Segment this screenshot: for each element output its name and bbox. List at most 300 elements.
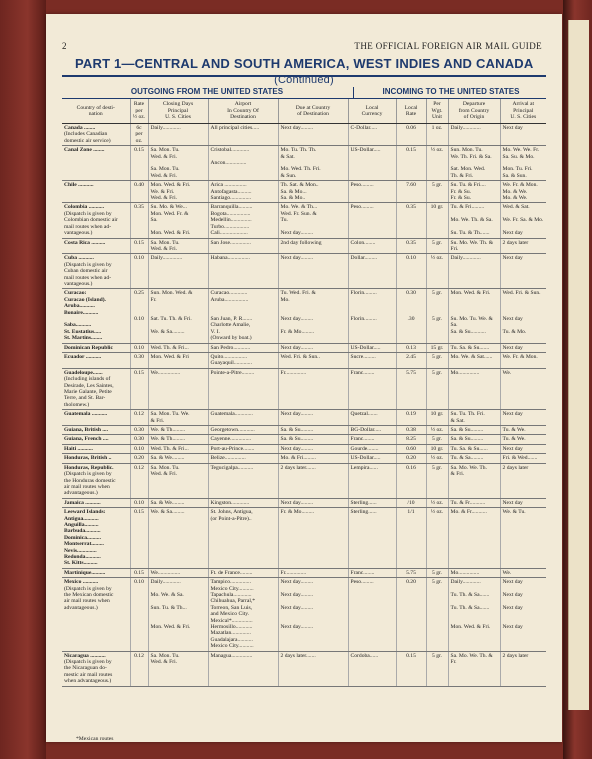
cell-value: Sa. & Su.........	[450, 436, 484, 443]
section-header-bar	[62, 87, 546, 98]
cell-currency	[348, 203, 396, 238]
cell-value: All principal cities.....	[210, 125, 260, 131]
cell-value: Tu. Wed. Fri. & Mo. Next day......... Fr. & Mo.........	[280, 290, 316, 335]
cell-value: Th. Sat. & Mon.. Sa. & Mo... Sa. & Mo..	[280, 182, 319, 202]
cell-value: Tegucigalpa...........	[210, 464, 254, 471]
cell-value: 5.75	[406, 369, 416, 376]
cell-value: Sa. & Su.........	[280, 436, 314, 443]
cell-unit	[426, 454, 448, 463]
country-name: Martinique..........	[64, 569, 106, 576]
cell-value: 5 gr.	[432, 579, 442, 586]
cell-value: Sa. Mon. Tu. We. & Fri.	[150, 411, 190, 424]
cell-value: /10	[407, 499, 415, 506]
cell-local-rate	[396, 651, 426, 686]
cell-value: Mo. We. We. Fr. Sa. Su. & Mo. Mon. Tu. Fri. Sa. & Sun.	[502, 147, 540, 179]
cell-value: Fr. & Mo.........	[280, 509, 315, 516]
cell-value: 0.06	[406, 125, 416, 131]
cell-airport	[208, 353, 278, 369]
cell-airport	[208, 568, 278, 577]
country-name: Leeward Islands: Antigua........... Anguilla.......... Barbuda........... Dominica.......... Montserrat......... Nevis.............. Redonda........... St. Kitts..........	[64, 509, 106, 567]
table-row	[62, 410, 546, 426]
cell-value: 0.15	[406, 652, 416, 659]
cell-currency	[348, 426, 396, 435]
cell-closing	[148, 444, 208, 453]
cell-due	[278, 181, 348, 203]
cell-unit	[426, 203, 448, 238]
cell-currency	[348, 368, 396, 409]
table-row	[62, 568, 546, 577]
cell-rate	[130, 426, 148, 435]
cell-closing	[148, 426, 208, 435]
cell-unit	[426, 508, 448, 569]
cell-rate	[130, 651, 148, 686]
cell-closing	[148, 203, 208, 238]
cell-local-rate	[396, 508, 426, 569]
cell-value: 0.40	[134, 182, 144, 189]
cell-unit	[426, 568, 448, 577]
cell-unit	[426, 124, 448, 146]
book-binding-left	[0, 0, 46, 759]
cell-value: 2 days later.......	[280, 464, 316, 471]
cell-airport	[208, 254, 278, 289]
cell-closing	[148, 254, 208, 289]
cell-currency	[348, 463, 396, 498]
cell-due	[278, 254, 348, 289]
cell-value: 5 gr.	[432, 369, 442, 376]
cell-airport	[208, 203, 278, 238]
cell-airport	[208, 410, 278, 426]
cell-country	[62, 124, 130, 146]
cell-arrival	[500, 568, 546, 577]
cell-value: Tu. & We.	[502, 436, 526, 443]
cell-closing	[148, 146, 208, 181]
table-row	[62, 146, 546, 181]
header-currency: Local Currency	[348, 99, 396, 124]
cell-value: Next day.........	[280, 411, 314, 418]
cell-local-rate	[396, 444, 426, 453]
cell-value: Sa. Mon. Tu. Wed. & Fri.	[150, 652, 180, 666]
cell-value: 6c per oz.	[135, 125, 143, 144]
cell-value: 0.10	[134, 499, 144, 506]
cell-airport	[208, 578, 278, 651]
cell-value: We. & Th.........	[150, 436, 186, 443]
cell-value: US-Dollar.....	[350, 344, 381, 351]
cell-airport	[208, 289, 278, 343]
country-note: (Dispatch is given by Colombian domestic air mail routes when ad- vantageous.)	[64, 210, 118, 237]
cell-value: Ft. de France.........	[210, 569, 253, 576]
country-name: Curacao: Curacao (Island). Aruba........... Bonaire........... Saba........... St. Eustatius..... St. Martins........	[64, 290, 106, 342]
cell-value: 0.35	[406, 204, 416, 211]
cell-arrival	[500, 238, 546, 254]
cell-currency	[348, 444, 396, 453]
cell-country	[62, 289, 130, 343]
footnote: *Mexican routes	[76, 736, 114, 742]
cell-due	[278, 343, 348, 352]
cell-rate	[130, 454, 148, 463]
cell-unit	[426, 426, 448, 435]
cell-rate	[130, 289, 148, 343]
cell-value: 8.25	[406, 436, 416, 443]
cell-value: Sa. Mo. We. Th. & Fr.	[450, 652, 493, 666]
table-row	[62, 343, 546, 352]
cell-departure	[448, 578, 500, 651]
cell-value: We................	[150, 569, 181, 576]
cell-departure	[448, 410, 500, 426]
cell-value: Wed. Th. & Fri...	[150, 445, 189, 452]
cell-value: Kingston.............	[210, 499, 250, 506]
cell-country	[62, 498, 130, 507]
cell-value: Arica ................ Antofagasta.......... Santiago...............	[210, 182, 252, 202]
table-row	[62, 463, 546, 498]
cell-value: Next day	[502, 445, 523, 452]
cell-country	[62, 508, 130, 569]
cell-unit	[426, 146, 448, 181]
cell-closing	[148, 353, 208, 369]
cell-value: Su. Mo. & We... Mon. Wed. Fr. & Sa. Mon. Wed. & Fri.	[150, 204, 191, 237]
cell-unit	[426, 463, 448, 498]
table-header-row	[62, 99, 546, 124]
cell-value: We. Fr. & Mon. Mo. & We. Mo. & We.	[502, 182, 538, 202]
cell-value: Cordoba......	[350, 652, 379, 659]
cell-value: Daily............. Tu. Th. & Sa....... Tu. Th. & Sa....... Mon. Wed. & Fri.	[450, 579, 491, 631]
cell-value: 0.60	[406, 445, 416, 452]
cell-currency	[348, 410, 396, 426]
cell-due	[278, 426, 348, 435]
country-name: Costa Rica ..........	[64, 239, 106, 246]
cell-value: 2 days later	[502, 464, 529, 471]
cell-local-rate	[396, 343, 426, 352]
country-note: (Dispatch is given by Cuban domestic air mail routes when ad- vantageous.)	[64, 261, 112, 287]
cell-value: 10 gr.	[430, 204, 444, 211]
cell-rate	[130, 410, 148, 426]
table-row	[62, 454, 546, 463]
cell-value: Tampico............... Mexico City........... Tapachula............. Chihuahua, Parral,* Torreon, San Luis, and Mexico City. Mexical*............... Hermosillo............ Mazatlan.............. Guadalajara........... Mexico City...........	[210, 579, 256, 650]
cell-arrival	[500, 254, 546, 289]
cell-value: Daily.............	[450, 255, 481, 262]
country-name: Guiana, French ....	[64, 436, 109, 443]
page-number: 2	[62, 41, 67, 51]
cell-value: Sa. & We.........	[150, 455, 185, 462]
cell-value: Mo. & Fr...........	[450, 509, 487, 516]
cell-arrival	[500, 435, 546, 444]
cell-arrival	[500, 498, 546, 507]
cell-value: Sucre.........	[350, 354, 376, 360]
cell-closing	[148, 498, 208, 507]
cell-value: Tu. & Fri......... Mo. We. Th. & Sa. Su. Tu. & Th.......	[450, 204, 493, 237]
cell-value: Mo. Tu. Th. Th. & Sat. Mo. Wed. Th. Fri. & Sun.	[280, 147, 321, 179]
cell-value: 0.35	[134, 204, 144, 211]
section-incoming: INCOMING TO THE UNITED STATES	[382, 87, 520, 96]
cell-value: ½ oz.	[430, 427, 444, 434]
cell-arrival	[500, 426, 546, 435]
cell-value: St. Johns, Antigua, (or Point-a-Pitre)..	[210, 509, 253, 522]
cell-closing	[148, 124, 208, 146]
cell-arrival	[500, 124, 546, 146]
cell-value: 0.10	[134, 579, 144, 586]
cell-rate	[130, 498, 148, 507]
cell-due	[278, 435, 348, 444]
cell-departure	[448, 498, 500, 507]
cell-rate	[130, 203, 148, 238]
cell-country	[62, 426, 130, 435]
cell-currency	[348, 146, 396, 181]
country-name: Haiti ...........	[64, 445, 93, 452]
cell-closing	[148, 454, 208, 463]
cell-value: 0.15	[134, 509, 144, 516]
cell-departure	[448, 444, 500, 453]
cell-rate	[130, 124, 148, 146]
cell-value: Fri. & Wed.......	[502, 455, 538, 462]
country-name: Canada ........	[64, 125, 96, 131]
cell-country	[62, 146, 130, 181]
cell-value: Tu. Sa. & Su......	[450, 445, 488, 452]
cell-value: 5.75	[406, 569, 416, 576]
cell-arrival	[500, 368, 546, 409]
cell-value: Mo. We. & Th... Wed. Fr. Sun. & Tu. Next day.........	[280, 204, 318, 237]
cell-due	[278, 368, 348, 409]
cell-arrival	[500, 353, 546, 369]
cell-currency	[348, 454, 396, 463]
cell-departure	[448, 568, 500, 577]
cell-value: BG-Dollar.....	[350, 427, 382, 434]
cell-local-rate	[396, 146, 426, 181]
table-row	[62, 368, 546, 409]
cell-due	[278, 463, 348, 498]
cell-local-rate	[396, 578, 426, 651]
cell-local-rate	[396, 498, 426, 507]
cell-value: 0.15	[134, 369, 144, 376]
cell-arrival	[500, 444, 546, 453]
cell-unit	[426, 254, 448, 289]
cell-closing	[148, 238, 208, 254]
cell-value: Franc........	[350, 569, 375, 576]
cell-value: Next day	[502, 125, 523, 131]
cell-local-rate	[396, 426, 426, 435]
header-airport: Airport In Country Of Destination	[208, 99, 278, 124]
cell-value: Sun. Mon. Wed. & Fr. Sat. Tu. Th. & Fri. We. & Sa.........	[150, 290, 193, 335]
cell-rate	[130, 578, 148, 651]
cell-departure	[448, 124, 500, 146]
cell-arrival	[500, 463, 546, 498]
cell-arrival	[500, 203, 546, 238]
cell-closing	[148, 410, 208, 426]
country-name: Cuba ...........	[64, 255, 94, 262]
cell-departure	[448, 343, 500, 352]
cell-currency	[348, 568, 396, 577]
cell-value: Lempira......	[350, 464, 378, 471]
cell-currency	[348, 343, 396, 352]
cell-value: Pointe-a-Pitre.........	[210, 369, 255, 376]
cell-unit	[426, 498, 448, 507]
header-local-rate: Local Rate	[396, 99, 426, 124]
cell-arrival	[500, 454, 546, 463]
cell-value: 0.10	[134, 445, 144, 452]
cell-due	[278, 146, 348, 181]
cell-value: 0.10	[134, 255, 144, 262]
cell-value: Franc........	[350, 436, 375, 443]
cell-value: 0.15	[134, 147, 144, 154]
cell-arrival	[500, 181, 546, 203]
cell-value: 0.35	[406, 239, 416, 246]
cell-country	[62, 254, 130, 289]
cell-value: Mo. We. & Sat......	[450, 354, 493, 360]
cell-value: Sun. Mon. Tu. We. Th. Fri. & Sa. Sat. Mon. Wed. Th. & Fri.	[450, 147, 492, 179]
cell-country	[62, 463, 130, 498]
header-country: Country of desti- nation	[62, 99, 130, 124]
cell-country	[62, 444, 130, 453]
cell-value: Mo...............	[450, 369, 480, 376]
cell-country	[62, 343, 130, 352]
cell-value: Su. Tu. & Fri.... Fr. & Su. Fr. & Su.	[450, 182, 486, 202]
cell-country	[62, 410, 130, 426]
cell-value: 5 gr.	[432, 652, 442, 659]
cell-due	[278, 578, 348, 651]
cell-departure	[448, 651, 500, 686]
cell-unit	[426, 578, 448, 651]
cell-local-rate	[396, 238, 426, 254]
cell-unit	[426, 444, 448, 453]
cell-value: Peso.........	[350, 204, 374, 211]
cell-currency	[348, 508, 396, 569]
table-row	[62, 435, 546, 444]
cell-value: 5 gr.	[432, 464, 442, 471]
cell-due	[278, 353, 348, 369]
cell-currency	[348, 498, 396, 507]
cell-value: 10 gr.	[430, 411, 444, 418]
cell-arrival	[500, 343, 546, 352]
cell-value: 0.20	[406, 579, 416, 586]
cell-due	[278, 238, 348, 254]
cell-airport	[208, 124, 278, 146]
table-body	[62, 124, 546, 687]
cell-local-rate	[396, 289, 426, 343]
cell-value: Daily.............	[150, 125, 181, 131]
table-row	[62, 203, 546, 238]
cell-arrival	[500, 651, 546, 686]
cell-value: 0.10	[134, 344, 144, 351]
cell-arrival	[500, 578, 546, 651]
cell-unit	[426, 238, 448, 254]
cell-value: Mon. Wed. & Fri. Su. Mo. Tu. We. & Sa. Sa. & Su...........	[450, 290, 493, 335]
cell-value: ½ oz.	[430, 509, 444, 516]
cell-local-rate	[396, 368, 426, 409]
cell-value: 5 gr.	[432, 569, 442, 576]
country-name: Guatemala ...........	[64, 411, 108, 418]
cell-value: 7.60	[406, 182, 416, 189]
cell-closing	[148, 343, 208, 352]
cell-value: Next day.........	[280, 255, 314, 262]
cell-value: Franc........	[350, 369, 375, 376]
section-divider	[353, 87, 354, 98]
cell-value: San Pedro............	[210, 344, 251, 351]
country-name: Colombia ...........	[64, 204, 105, 211]
cell-value: Sa. Mon. Tu. Wed. & Fri. Sa. Mon. Tu. Wed. & Fri.	[150, 147, 180, 179]
cell-currency	[348, 353, 396, 369]
cell-departure	[448, 454, 500, 463]
cell-closing	[148, 578, 208, 651]
next-page-edge	[568, 20, 589, 710]
cell-currency	[348, 124, 396, 146]
header-due: Due at Country of Destination	[278, 99, 348, 124]
cell-due	[278, 289, 348, 343]
cell-rate	[130, 146, 148, 181]
cell-value: Next day......... Next day......... Next day......... Next day.........	[280, 579, 314, 631]
cell-value: Next day.........	[280, 125, 314, 131]
section-outgoing: OUTGOING FROM THE UNITED STATES	[130, 87, 284, 96]
cell-value: 0.15	[134, 569, 144, 576]
table-row	[62, 498, 546, 507]
cell-departure	[448, 426, 500, 435]
header-rate: Rate per ½ oz.	[130, 99, 148, 124]
country-note: (Dispatch is given by the Nicaraguan do- mestic air mail routes when advantageous.)	[64, 659, 113, 685]
cell-airport	[208, 463, 278, 498]
table-row	[62, 181, 546, 203]
cell-value: Next day	[502, 411, 523, 418]
cell-value: Daily.............	[450, 125, 481, 131]
cell-due	[278, 568, 348, 577]
cell-closing	[148, 568, 208, 577]
cell-value: Wed. Fri. & Sun. Next day Tu. & Mo.	[502, 290, 541, 335]
cell-value: Managua...............	[210, 652, 253, 659]
cell-value: Tu. & Fr...........	[450, 499, 486, 506]
cell-country	[62, 568, 130, 577]
cell-airport	[208, 651, 278, 686]
cell-country	[62, 578, 130, 651]
cell-rate	[130, 353, 148, 369]
cell-value: 0.25 0.10	[134, 290, 144, 322]
cell-value: 0.20	[406, 455, 416, 462]
cell-value: We.	[502, 369, 512, 376]
cell-rate	[130, 368, 148, 409]
header-departure: Departure from Country of Origin	[448, 99, 500, 124]
cell-airport	[208, 343, 278, 352]
cell-value: Mon. Wed. & Fri	[150, 354, 189, 360]
cell-value: Sa. Mo. We. Th. & Fri.	[450, 464, 487, 478]
cell-value: 2nd day following	[280, 239, 322, 246]
cell-value: Mo...............	[450, 569, 480, 576]
cell-value: Tu. & We.	[502, 427, 526, 434]
cell-unit	[426, 289, 448, 343]
cell-value: 0.38	[406, 427, 416, 434]
country-name: Honduras, British ..	[64, 455, 112, 462]
cell-rate	[130, 435, 148, 444]
cell-unit	[426, 435, 448, 444]
cell-departure	[448, 146, 500, 181]
table-row	[62, 353, 546, 369]
cell-value: 2 days later	[502, 239, 529, 246]
cell-value: Sterling......	[350, 509, 377, 516]
cell-value: Next day	[502, 499, 523, 506]
title-continued: (Continued)	[274, 74, 334, 86]
cell-value: 0.12	[134, 652, 144, 659]
country-name: Canal Zone ........	[64, 147, 105, 154]
cell-value: We. Fr. & Mon.	[502, 354, 538, 360]
table-row	[62, 508, 546, 569]
cell-value: Cristobal............. Ancon...............	[210, 147, 250, 167]
cell-value: We................	[150, 369, 181, 376]
cell-arrival	[500, 410, 546, 426]
cell-value: 0.15	[134, 239, 144, 246]
cell-value: 0.19	[406, 411, 416, 418]
cell-arrival	[500, 146, 546, 181]
cell-value: San Jose...............	[210, 239, 251, 246]
cell-value: 5 gr. 5 gr.	[432, 290, 442, 322]
cell-unit	[426, 343, 448, 352]
cell-value: Fr...............	[280, 369, 307, 376]
cell-value: Sa. Mon. Tu. Wed. & Fri.	[150, 239, 180, 252]
cell-arrival	[500, 289, 546, 343]
cell-closing	[148, 368, 208, 409]
